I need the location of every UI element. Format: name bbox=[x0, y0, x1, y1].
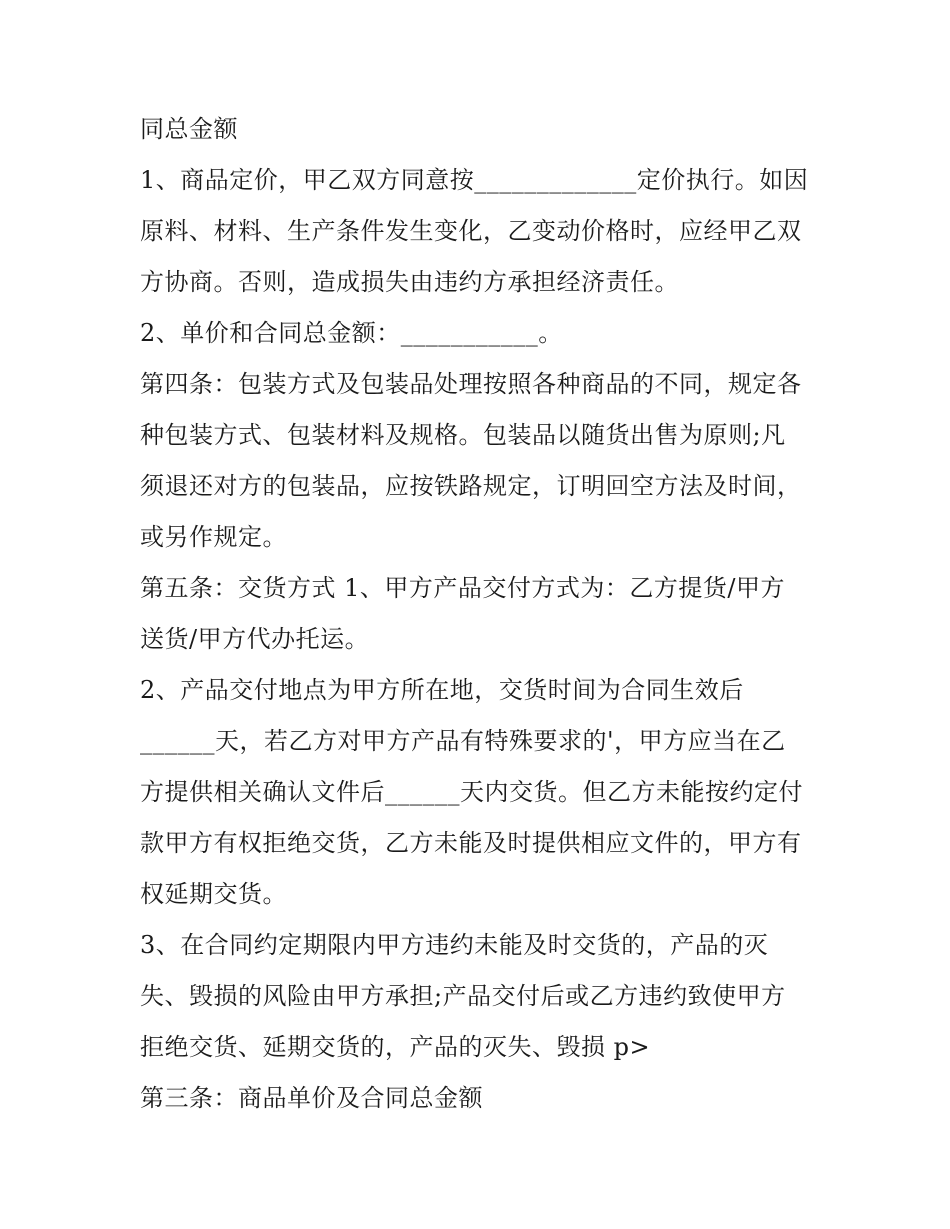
text-line: 2、单价和合同总金额：___________。 bbox=[140, 319, 563, 347]
text-line: 第四条：包装方式及包装品处理按照各种商品的不同，规定各 bbox=[140, 370, 802, 398]
text-line: ______天，若乙方对甲方产品有特殊要求的'，甲方应当在乙 bbox=[140, 727, 786, 755]
text-line: 权延期交货。 bbox=[140, 880, 287, 908]
text-line: 失、毁损的风险由甲方承担;产品交付后或乙方违约致使甲方 bbox=[140, 982, 786, 1010]
text-line: 方协商。否则，造成损失由违约方承担经济责任。 bbox=[140, 268, 679, 296]
text-line: 3、在合同约定期限内甲方违约未能及时交货的，产品的灭 bbox=[140, 931, 769, 959]
document-body bbox=[140, 104, 830, 1124]
text-line: 送货/甲方代办托运。 bbox=[140, 625, 370, 653]
text-line: 2、产品交付地点为甲方所在地，交货时间为合同生效后 bbox=[140, 676, 744, 704]
text-line: 款甲方有权拒绝交货，乙方未能及时提供相应文件的，甲方有 bbox=[140, 829, 802, 857]
text-line: 拒绝交货、延期交货的，产品的灭失、毁损 p> bbox=[140, 1033, 651, 1061]
text-line: 第五条：交货方式 1、甲方产品交付方式为：乙方提货/甲方 bbox=[140, 574, 785, 602]
text-line: 种包装方式、包装材料及规格。包装品以随货出售为原则;凡 bbox=[140, 421, 786, 449]
text-line: 第三条：商品单价及合同总金额 bbox=[140, 1084, 483, 1112]
text-line: 同总金额 bbox=[140, 115, 238, 143]
text-line: 方提供相关确认文件后______天内交货。但乙方未能按约定付 bbox=[140, 778, 803, 806]
text-line: 1、商品定价，甲乙双方同意按_____________定价执行。如因 bbox=[140, 166, 809, 194]
text-line: 或另作规定。 bbox=[140, 523, 287, 551]
text-line: 原料、材料、生产条件发生变化，乙变动价格时，应经甲乙双 bbox=[140, 217, 802, 245]
text-line: 须退还对方的包装品，应按铁路规定，订明回空方法及时间， bbox=[140, 472, 802, 500]
